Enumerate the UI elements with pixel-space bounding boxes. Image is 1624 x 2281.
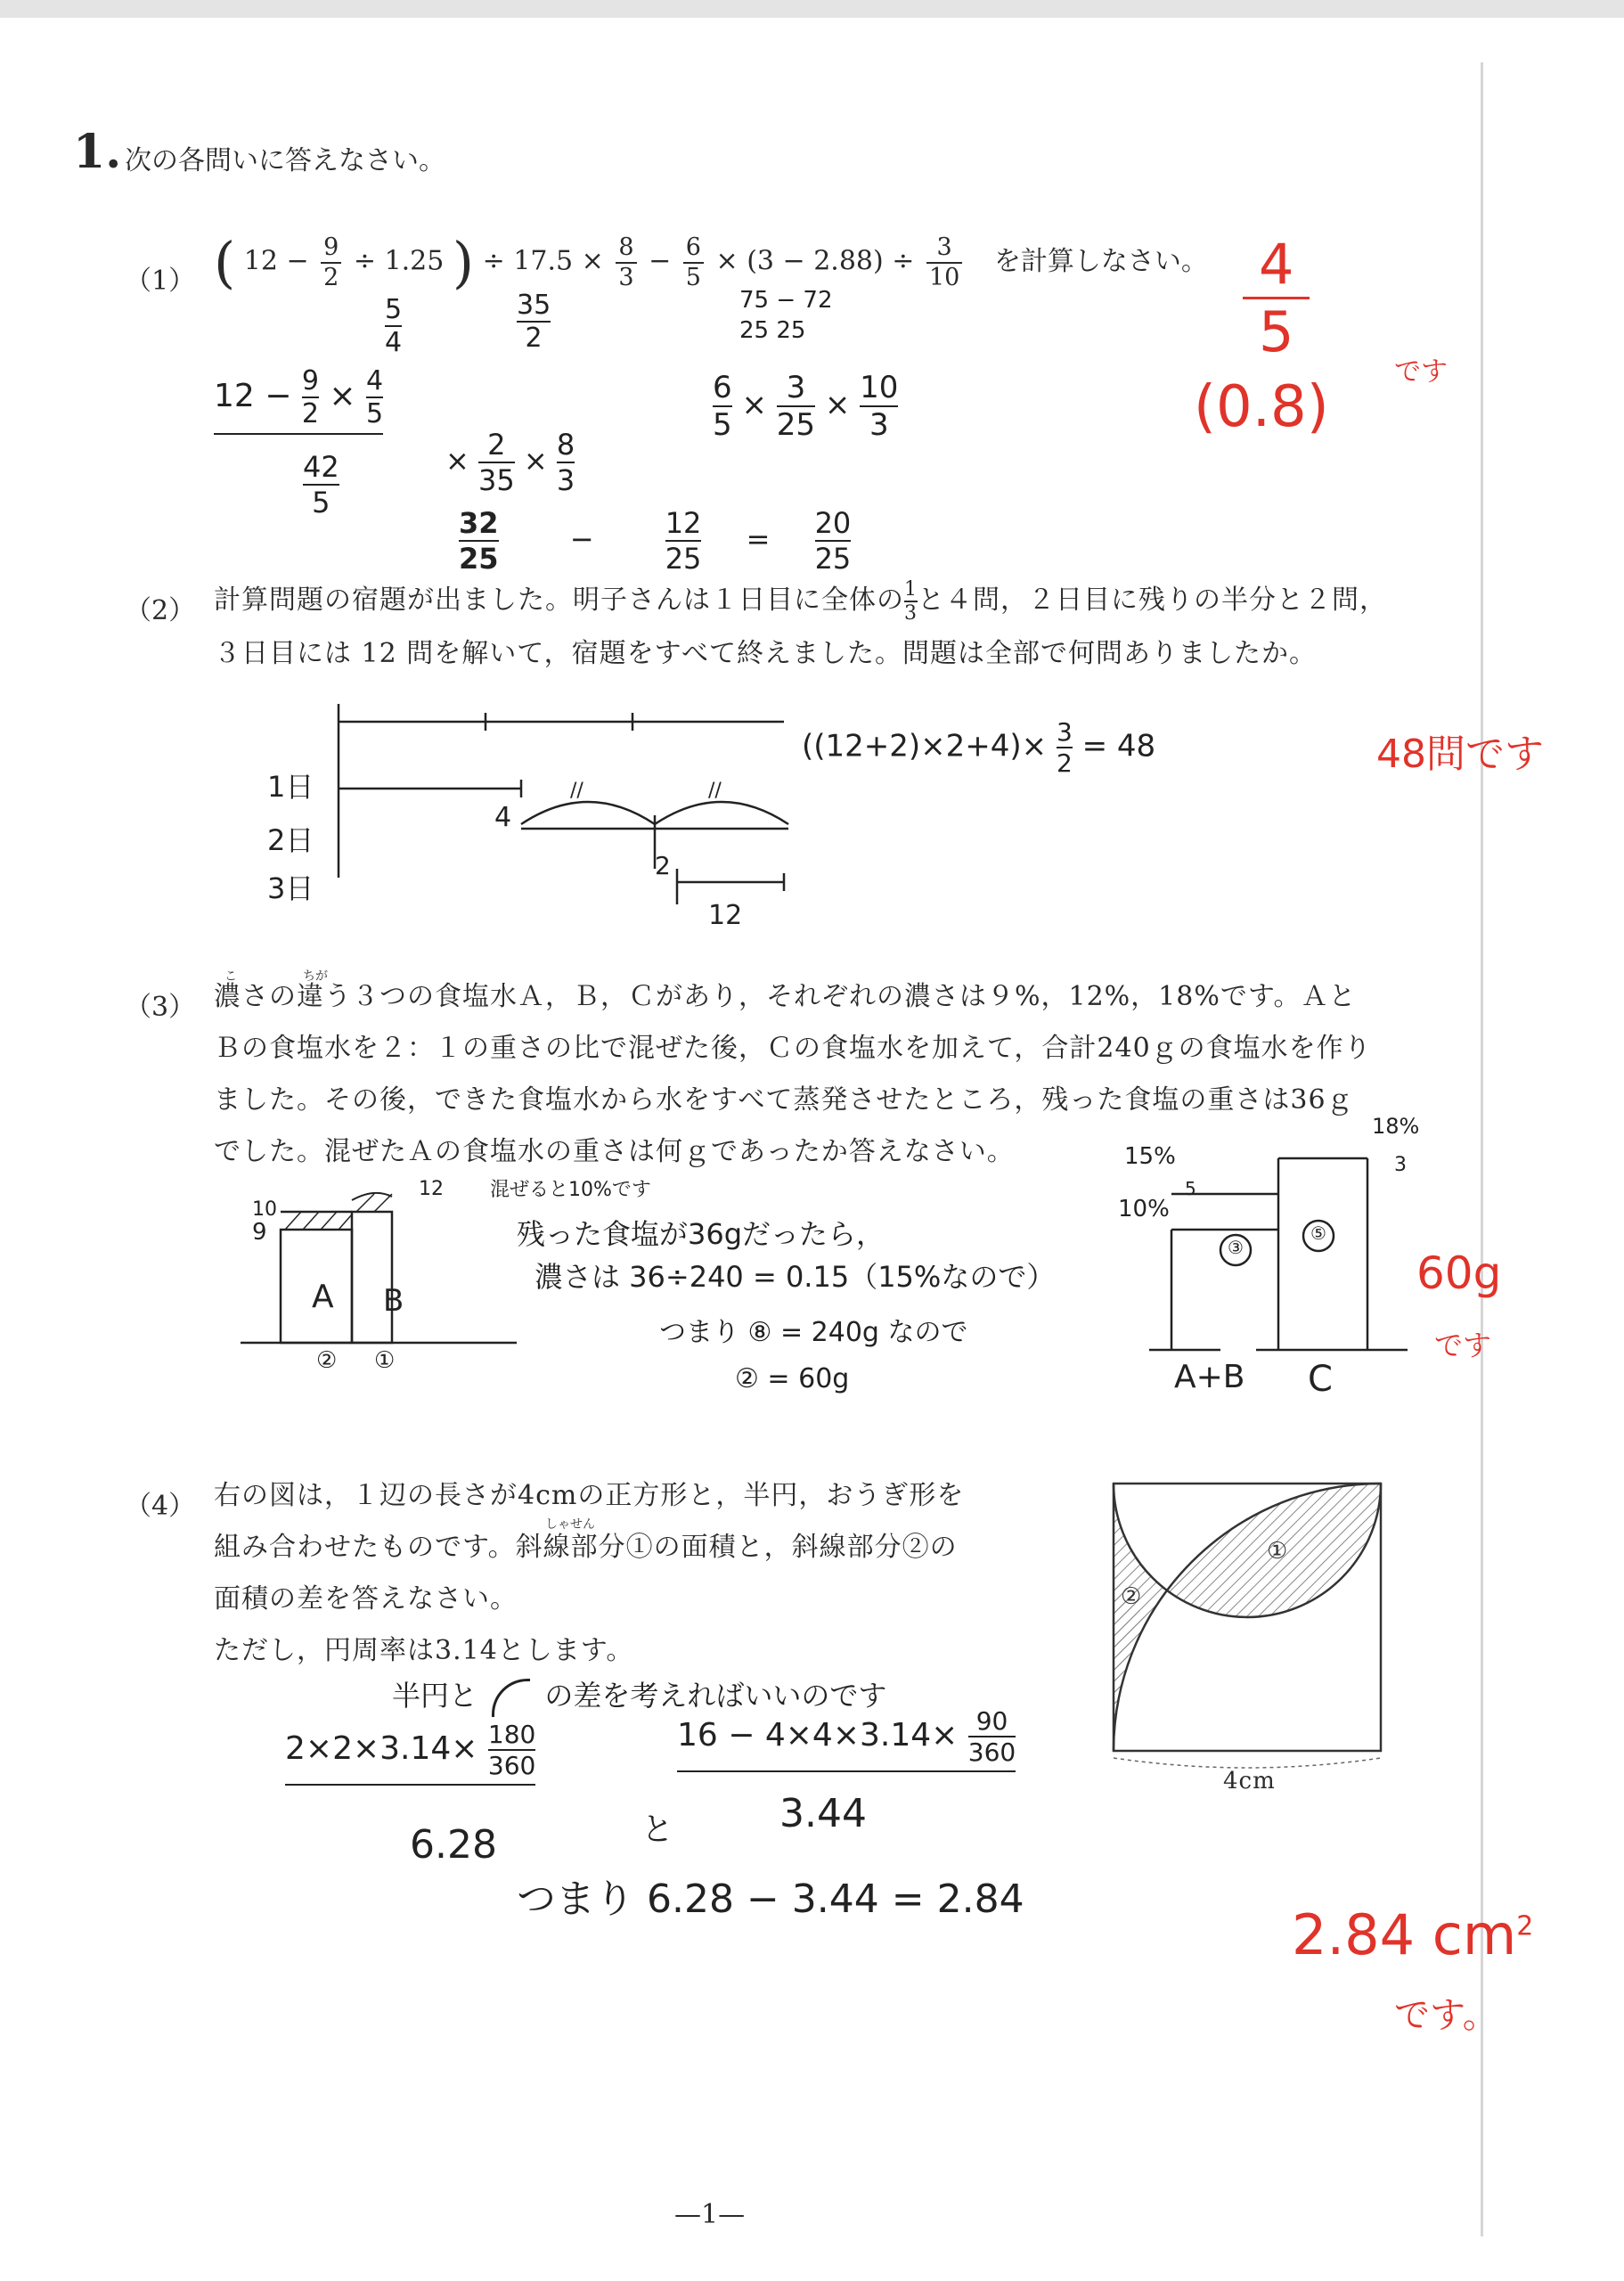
section-title: 次の各問いに答えなさい。 [125, 145, 445, 176]
q2-number: （2） [125, 595, 196, 626]
paren-open: ( [214, 230, 236, 295]
hw-conv-diff-den: 25 25 [739, 317, 806, 344]
q2-line2: ３日目には 12 問を解いて，宿題をすべて終えました。問題は全部で何問ありましたか。 [214, 638, 1318, 669]
hw-right-10: 10% [1118, 1196, 1170, 1222]
fig-label-1: ① [1267, 1538, 1288, 1565]
fraction: $\frac{9}{2}$ [321, 233, 341, 292]
hw-label-a: A [312, 1279, 334, 1315]
hw-label-b: B [383, 1283, 404, 1319]
fraction: $\frac{3}{10}$ [926, 233, 962, 292]
q4-answer-suffix: です。 [1394, 1995, 1498, 2036]
fig-side-label: 4cm [1223, 1768, 1276, 1795]
hw-step3: × $\frac{2}{35}$ × $\frac{8}{3}$ [445, 428, 575, 497]
hw-step2: $\frac{6}{5}$ × $\frac{3}{25}$ × $\frac{10}{3}$ [713, 370, 899, 443]
hw-q4-calc1: 2×2×3.14× $\frac{180}{360}$ [285, 1720, 535, 1786]
quarter-circle-icon [492, 1679, 530, 1717]
hw-conv-175: $\frac{35}{2}$ [517, 290, 551, 354]
hw-right-5: 5 [1185, 1178, 1196, 1199]
hw-day2: 2日 [267, 823, 314, 857]
q2-answer: 48問です [1376, 732, 1544, 777]
ruby-chiga: ちが [303, 969, 328, 984]
hw-mix-note: 混ぜると10%です [490, 1179, 651, 1201]
hw-mark: // [570, 780, 583, 802]
hw-q3-line1: 残った食塩が36gだったら， [517, 1217, 885, 1251]
q3-answer: 60g [1416, 1247, 1502, 1299]
hw-day1: 1日 [267, 770, 314, 804]
hw-left-10: 10 [252, 1198, 277, 1221]
q3-line3: ました。その後，できた食塩水から水をすべて蒸発させたところ，残った食塩の重さは36ｇ [214, 1084, 1354, 1116]
hw-right-18: 18% [1372, 1114, 1420, 1139]
q4-line3: 面積の差を答えなさい。 [214, 1583, 518, 1615]
hw-conv-diff: 75 − 72 [739, 287, 833, 314]
q3-line4: でした。混ぜたＡの食塩水の重さは何ｇであったか答えなさい。 [214, 1136, 1015, 1167]
hw-q3-line2: 濃さは 36÷240 = 0.15（15%なので） [535, 1260, 1056, 1294]
fraction: $\frac{8}{3}$ [616, 233, 636, 292]
hw-four: 4 [494, 802, 512, 833]
hw-right-15: 15% [1124, 1143, 1176, 1170]
page-number: —1— [674, 2199, 746, 2230]
q4-line1: 右の図は，１辺の長さが4cmの正方形と，半円，おうぎ形を [214, 1480, 965, 1511]
expr-part: 12 − [243, 245, 309, 277]
expr-part: × (3 − 2.88) ÷ [715, 245, 915, 277]
hw-step1: 12 − $\frac{9}{2}$ × $\frac{4}{5}$ [214, 365, 383, 435]
hw-q2-formula: ((12+2)×2+4)× $\frac{3}{2}$ = 48 [802, 717, 1156, 778]
hw-day3: 3日 [267, 871, 314, 905]
hw-step1-result: $\frac{42}{5}$ [303, 450, 339, 519]
hw-right-ab: A+B [1174, 1359, 1245, 1395]
q1-expression [214, 230, 1208, 295]
q4-line2: 組み合わせたものです。斜線部分①の面積と，斜線部分②の [214, 1532, 958, 1563]
hw-q4-note: 半円と の差を考えればいいのです [392, 1673, 886, 1717]
hw-q4-res2: 3.44 [779, 1791, 867, 1836]
q2-line1: 計算問題の宿題が出ました。明子さんは１日目に全体の $\frac{1}{3}$ と４問，２日目に残りの半分と２問， [214, 578, 1387, 625]
hw-left-12: 12 [419, 1178, 444, 1200]
hw-step4: $\frac{32}{25}$ − $\frac{12}{25}$ = $\frac{20}{25}$ [459, 506, 852, 576]
hw-q4-res1: 6.28 [410, 1822, 497, 1868]
q1-answer-suffix: です [1394, 356, 1448, 388]
q3-answer-suffix: です [1434, 1329, 1492, 1362]
hw-q4-calc2: 16 − 4×4×3.14× $\frac{90}{360}$ [677, 1706, 1016, 1772]
hw-right-3: 3 [1394, 1154, 1407, 1176]
hw-circ-3: ③ [1228, 1237, 1244, 1258]
expr-part: ÷ 17.5 × [482, 245, 604, 277]
paren-close: ) [452, 230, 475, 295]
scan-top-border [0, 0, 1624, 18]
hw-left-9: 9 [252, 1219, 267, 1246]
hw-q4-final: つまり 6.28 − 3.44 = 2.84 [517, 1876, 1024, 1922]
q3-line1: 濃さの違う３つの食塩水Ａ，Ｂ，Ｃがあり，それぞれの濃さは９%，12%，18%です。Ａと [214, 981, 1357, 1012]
section-number: 1. [73, 125, 122, 179]
hw-q3-line4: ② = 60g [735, 1363, 850, 1394]
hw-mark: // [708, 780, 722, 802]
hw-right-c: C [1308, 1359, 1333, 1400]
q3-number: （3） [125, 992, 196, 1023]
hw-q3-line3: つまり ⑧ = 240g なので [659, 1317, 968, 1348]
instruction: を計算しなさい。 [993, 245, 1208, 277]
hw-circ-5: ⑤ [1310, 1222, 1326, 1244]
expr-part: − [649, 245, 672, 277]
fraction: $\frac{6}{5}$ [683, 233, 704, 292]
q1-answer-fraction: $\frac{4}{5}$ [1243, 232, 1310, 364]
hw-q4-and: と [641, 1811, 674, 1848]
q1-number: （1） [125, 266, 196, 297]
fig-label-2: ② [1121, 1583, 1142, 1610]
hw-two: 2 [655, 851, 671, 880]
hw-conv-125: $\frac{5}{4}$ [385, 294, 403, 358]
ruby-shasen: しゃせん [545, 1517, 595, 1532]
q4-number: （4） [125, 1491, 196, 1522]
q4-line4: ただし，円周率は3.14とします。 [214, 1635, 634, 1666]
hw-ratio-b: ① [374, 1347, 396, 1374]
q4-answer: 2.84 $cm^2$ [1292, 1902, 1534, 1967]
q1-answer-decimal: (0.8) [1194, 374, 1329, 440]
expr-part: ÷ 1.25 [353, 245, 445, 277]
ruby-ko: こ [224, 969, 237, 984]
hw-twelve: 12 [708, 900, 743, 931]
hw-ratio-a: ② [316, 1347, 338, 1374]
q3-line2: Ｂの食塩水を２：１の重さの比で混ぜた後，Ｃの食塩水を加えて，合計240ｇの食塩水を作り [214, 1033, 1372, 1064]
